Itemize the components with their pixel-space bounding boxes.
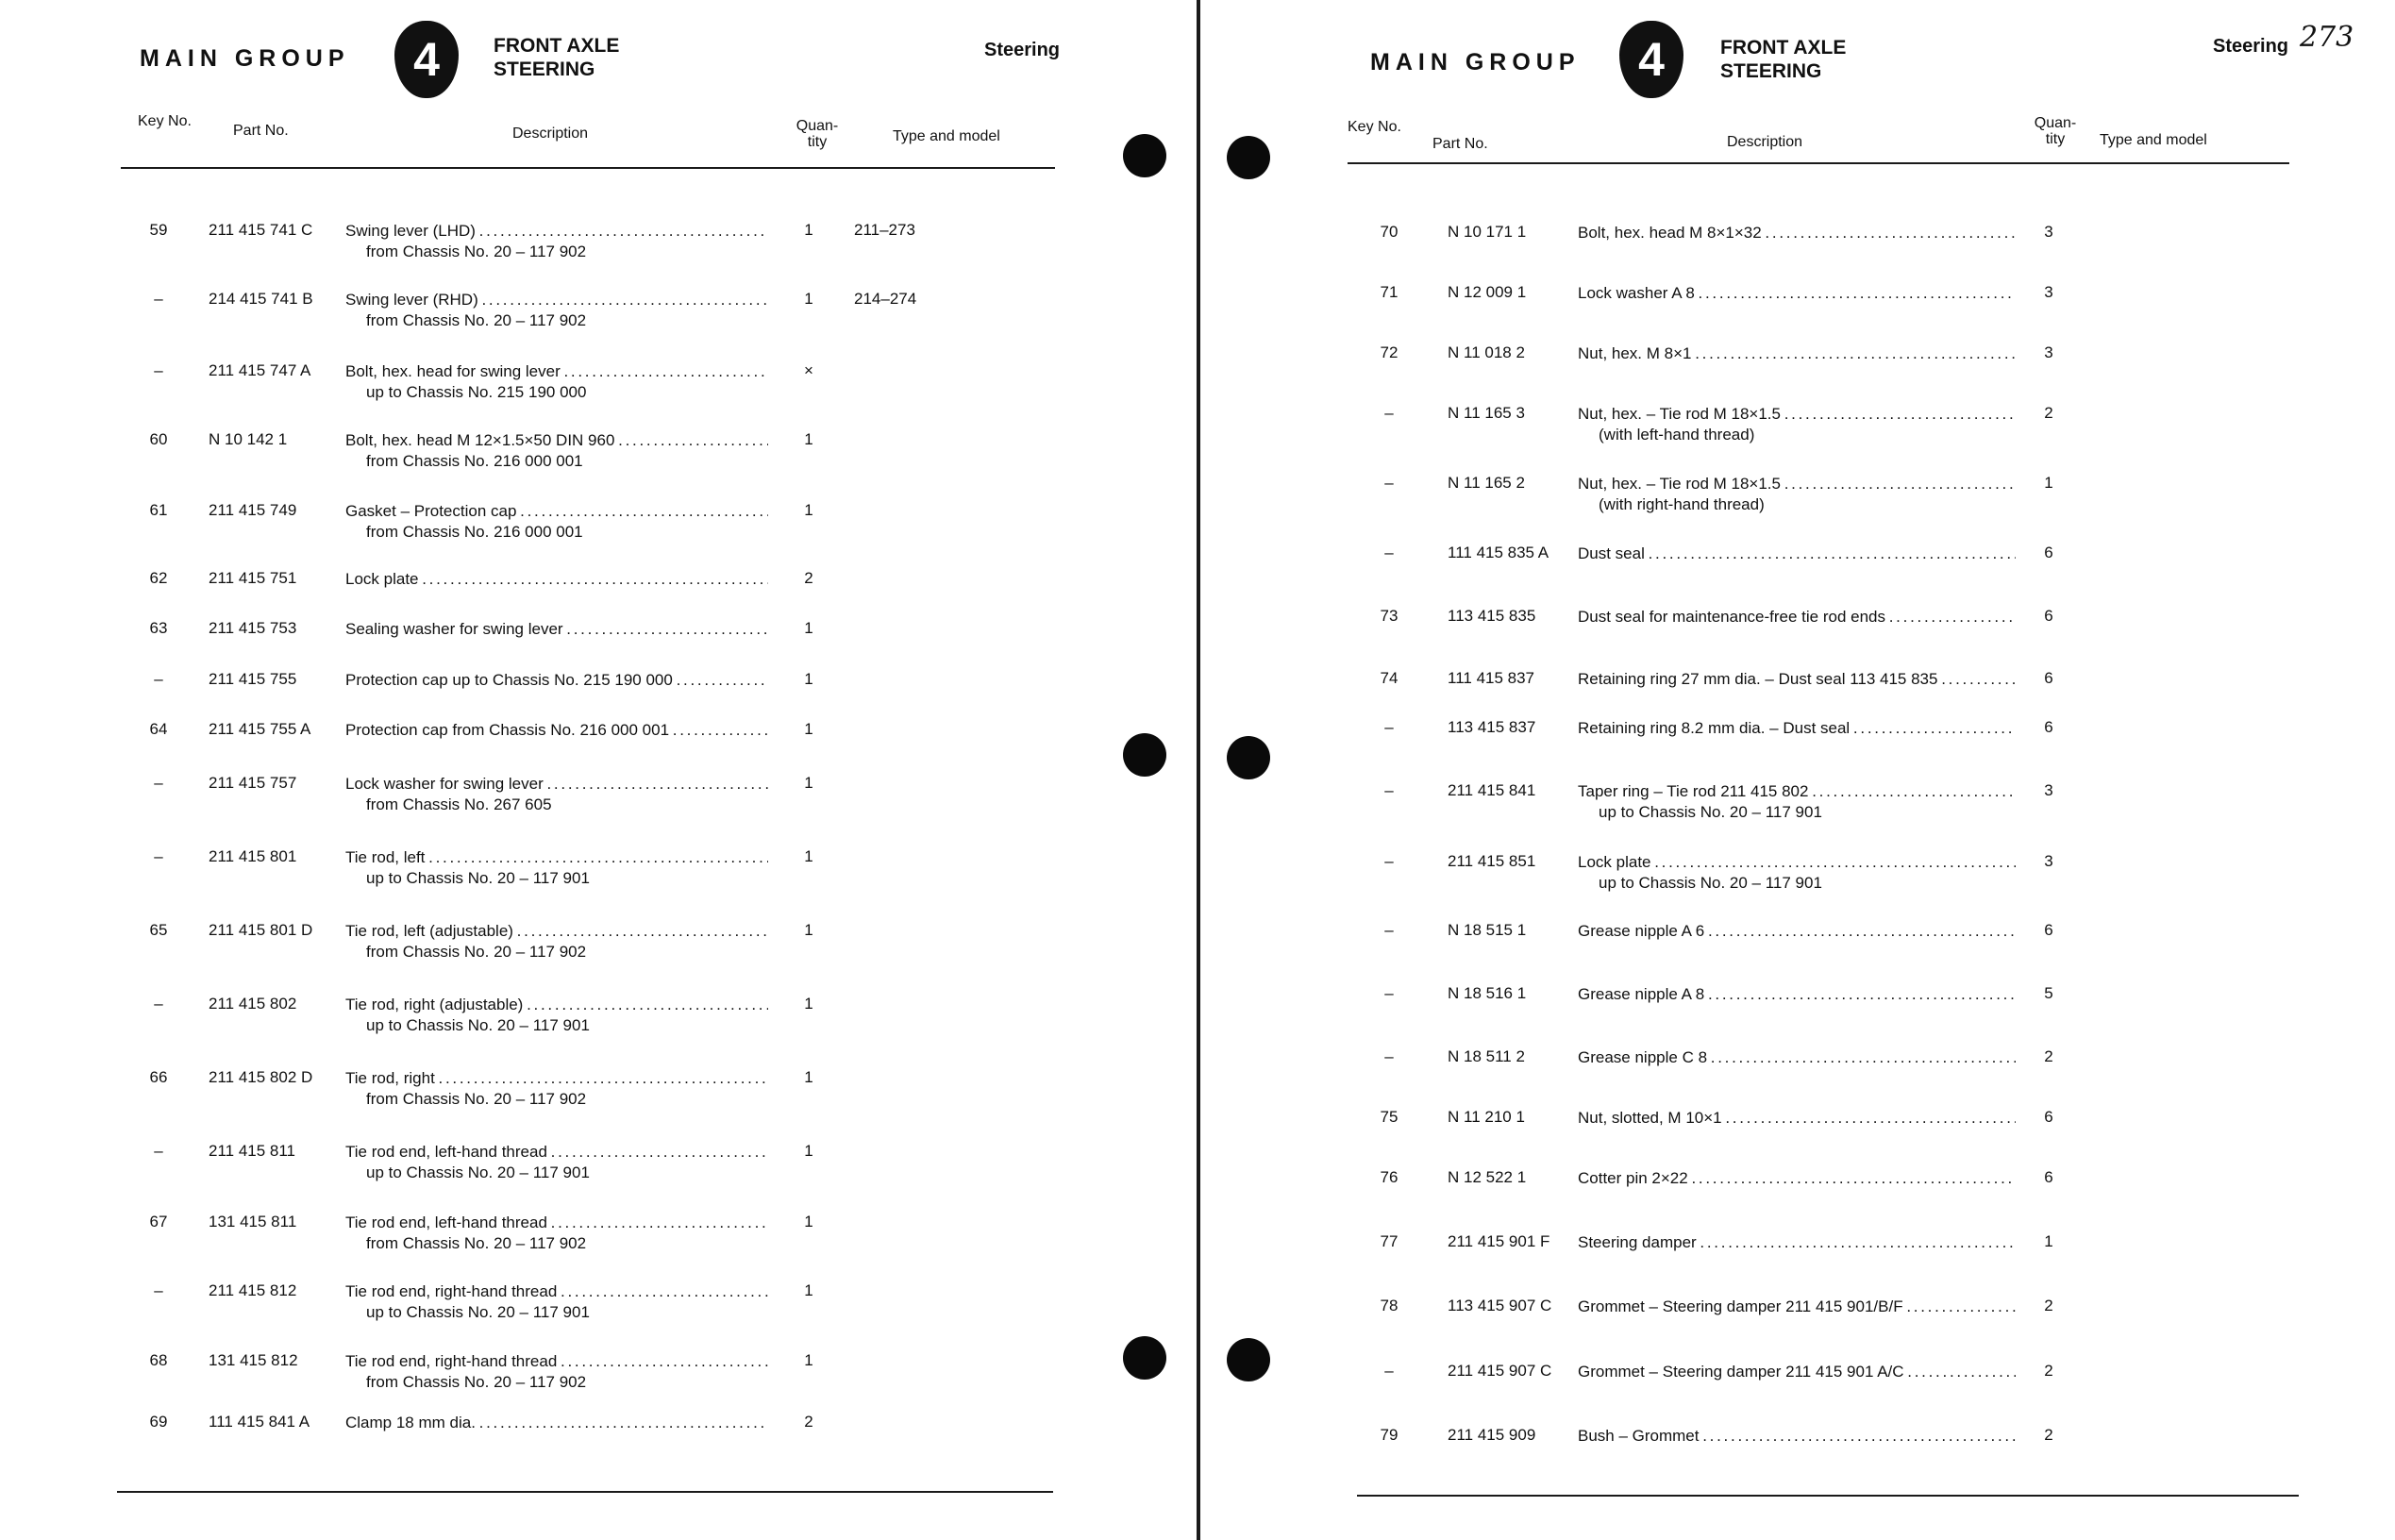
description-note: from Chassis No. 20 – 117 902 bbox=[366, 311, 587, 329]
key-number: – bbox=[1384, 474, 1394, 492]
part-number: N 12 522 1 bbox=[1448, 1168, 1527, 1186]
part-number: 211 415 747 A bbox=[209, 361, 311, 379]
group-number-badge: 4 bbox=[1619, 21, 1683, 98]
binder-hole bbox=[1227, 736, 1270, 779]
description bbox=[345, 670, 768, 691]
description bbox=[345, 1213, 768, 1254]
part-number: N 18 516 1 bbox=[1448, 984, 1527, 1002]
description-note: up to Chassis No. 20 – 117 901 bbox=[366, 1163, 590, 1181]
part-number: 211 415 909 bbox=[1448, 1426, 1536, 1444]
quantity: 3 bbox=[2044, 283, 2053, 301]
description-main: Nut, hex. – Tie rod M 18×1.5 . . . bbox=[1578, 474, 2016, 494]
table-row bbox=[0, 1281, 1057, 1338]
key-number: – bbox=[1384, 1362, 1394, 1380]
table-row bbox=[0, 774, 1057, 830]
quantity: 2 bbox=[2044, 1047, 2053, 1065]
part-number: 113 415 837 bbox=[1448, 718, 1536, 736]
description-main: Lock plate . . . bbox=[345, 569, 768, 590]
main-group-label: MAIN GROUP bbox=[140, 45, 350, 72]
key-number: 70 bbox=[1380, 223, 1398, 241]
left-page bbox=[0, 0, 1197, 1540]
table-row bbox=[1200, 1108, 2314, 1164]
description bbox=[345, 1413, 768, 1433]
description bbox=[1578, 1232, 2016, 1253]
table-row bbox=[1200, 921, 2314, 978]
quantity: 2 bbox=[2044, 1426, 2053, 1444]
key-number: – bbox=[1384, 404, 1394, 422]
part-number: 211 415 755 bbox=[209, 670, 297, 688]
part-number: 211 415 901 F bbox=[1448, 1232, 1550, 1250]
key-number: – bbox=[154, 847, 163, 865]
quantity: 1 bbox=[804, 774, 813, 792]
quantity: 3 bbox=[2044, 852, 2053, 870]
header-type-model: Type and model bbox=[893, 128, 1000, 144]
description-main: Bush – Grommet . . . bbox=[1578, 1426, 2016, 1447]
description-note: up to Chassis No. 20 – 117 901 bbox=[366, 1016, 590, 1034]
quantity: 5 bbox=[2044, 984, 2053, 1002]
description bbox=[1578, 474, 2016, 515]
key-number: – bbox=[154, 290, 163, 308]
key-number: – bbox=[1384, 1047, 1394, 1065]
description bbox=[345, 774, 768, 815]
quantity: 1 bbox=[804, 290, 813, 308]
key-number: – bbox=[1384, 921, 1394, 939]
header-quantity: Quan- tity bbox=[796, 118, 839, 150]
part-number: 211 415 802 bbox=[209, 995, 297, 1013]
part-number: 131 415 812 bbox=[209, 1351, 298, 1369]
quantity: 1 bbox=[804, 995, 813, 1013]
key-number: – bbox=[154, 670, 163, 688]
table-row bbox=[0, 361, 1057, 418]
description-main: Grommet – Steering damper 211 415 901 A/C . . . bbox=[1578, 1362, 2016, 1382]
description bbox=[345, 995, 768, 1036]
description-note: from Chassis No. 216 000 001 bbox=[366, 452, 583, 470]
header-description: Description bbox=[1727, 134, 1803, 150]
part-number: 113 415 907 C bbox=[1448, 1297, 1552, 1314]
table-row bbox=[0, 1413, 1057, 1469]
key-number: 61 bbox=[149, 501, 168, 519]
description bbox=[345, 1351, 768, 1393]
description-main: Grease nipple A 8 . . . bbox=[1578, 984, 2016, 1005]
description bbox=[345, 221, 768, 262]
key-number: – bbox=[154, 361, 163, 379]
key-number: 66 bbox=[149, 1068, 168, 1086]
table-row bbox=[1200, 404, 2314, 460]
part-number: 211 415 812 bbox=[209, 1281, 297, 1299]
table-row bbox=[0, 501, 1057, 558]
section-title-line2: STEERING bbox=[1720, 60, 1822, 82]
description-note: up to Chassis No. 20 – 117 901 bbox=[366, 869, 590, 887]
header-part-no: Part No. bbox=[233, 123, 289, 139]
description-main: Grease nipple C 8 . . . bbox=[1578, 1047, 2016, 1068]
description-main: Steering damper . . . bbox=[1578, 1232, 2016, 1253]
part-number: N 11 018 2 bbox=[1448, 343, 1525, 361]
description bbox=[1578, 781, 2016, 823]
key-number: 60 bbox=[149, 430, 168, 448]
description-main: Bolt, hex. head M 8×1×32 . . . bbox=[1578, 223, 2016, 243]
table-row bbox=[1200, 607, 2314, 663]
part-number: 111 415 837 bbox=[1448, 669, 1535, 687]
description-note: up to Chassis No. 20 – 117 901 bbox=[1599, 874, 1822, 892]
key-number: 59 bbox=[149, 221, 168, 239]
main-group-label: MAIN GROUP bbox=[1370, 49, 1581, 75]
header-type-model: Type and model bbox=[2100, 132, 2207, 148]
quantity: 6 bbox=[2044, 607, 2053, 625]
table-row bbox=[1200, 283, 2314, 340]
part-number: 211 415 811 bbox=[209, 1142, 296, 1160]
description-main: Tie rod end, left-hand thread . . . bbox=[345, 1142, 768, 1163]
page-subtitle: Steering bbox=[984, 40, 1061, 60]
section-title bbox=[1720, 36, 1846, 83]
key-number: 62 bbox=[149, 569, 168, 587]
description-main: Nut, hex. M 8×1 . . . bbox=[1578, 343, 2016, 364]
description-main: Dust seal for maintenance-free tie rod ends . . . bbox=[1578, 607, 2016, 628]
description-note: (with left-hand thread) bbox=[1599, 426, 1755, 444]
description-main: Tie rod end, right-hand thread . . . bbox=[345, 1281, 768, 1302]
binder-hole bbox=[1123, 134, 1166, 177]
table-row bbox=[1200, 718, 2314, 775]
key-number: 76 bbox=[1380, 1168, 1398, 1186]
description-main: Bolt, hex. head M 12×1.5×50 DIN 960 . . . bbox=[345, 430, 768, 451]
description-main: Swing lever (RHD) . . . bbox=[345, 290, 768, 310]
description bbox=[1578, 669, 2016, 690]
header-key-no: Key No. bbox=[138, 113, 192, 129]
key-number: 69 bbox=[149, 1413, 168, 1431]
description bbox=[345, 1068, 768, 1110]
description bbox=[1578, 223, 2016, 243]
quantity: 6 bbox=[2044, 669, 2053, 687]
key-number: – bbox=[1384, 852, 1394, 870]
part-number: N 11 165 2 bbox=[1448, 474, 1525, 492]
table-row bbox=[0, 619, 1057, 676]
section-title-line2: STEERING bbox=[494, 59, 595, 80]
table-row bbox=[0, 290, 1057, 346]
table-row bbox=[1200, 1362, 2314, 1418]
header-key-no: Key No. bbox=[1348, 119, 1401, 135]
footer-rule bbox=[117, 1491, 1053, 1493]
part-number: N 18 515 1 bbox=[1448, 921, 1527, 939]
key-number: 77 bbox=[1380, 1232, 1398, 1250]
description-main: Gasket – Protection cap . . . bbox=[345, 501, 768, 522]
key-number: 74 bbox=[1380, 669, 1398, 687]
part-number: 214 415 741 B bbox=[209, 290, 313, 308]
quantity: 6 bbox=[2044, 1168, 2053, 1186]
part-number: N 11 165 3 bbox=[1448, 404, 1525, 422]
table-row bbox=[1200, 1168, 2314, 1225]
part-number: N 12 009 1 bbox=[1448, 283, 1527, 301]
table-row bbox=[1200, 544, 2314, 600]
table-row bbox=[0, 670, 1057, 727]
quantity: 3 bbox=[2044, 781, 2053, 799]
binder-hole bbox=[1227, 136, 1270, 179]
part-number: 211 415 801 D bbox=[209, 921, 313, 939]
header-rule bbox=[121, 167, 1055, 169]
part-number: 131 415 811 bbox=[209, 1213, 297, 1230]
description-note: (with right-hand thread) bbox=[1599, 495, 1765, 513]
table-row bbox=[1200, 781, 2314, 838]
description-note: from Chassis No. 20 – 117 902 bbox=[366, 943, 587, 961]
key-number: 75 bbox=[1380, 1108, 1398, 1126]
table-row bbox=[1200, 669, 2314, 726]
quantity: 1 bbox=[804, 619, 813, 637]
quantity: 1 bbox=[804, 501, 813, 519]
description bbox=[1578, 718, 2016, 739]
key-number: – bbox=[1384, 781, 1394, 799]
description bbox=[1578, 852, 2016, 894]
description-main: Tie rod, left . . . bbox=[345, 847, 768, 868]
part-number: 211 415 907 C bbox=[1448, 1362, 1552, 1380]
quantity: 2 bbox=[2044, 1297, 2053, 1314]
key-number: 65 bbox=[149, 921, 168, 939]
table-row bbox=[0, 995, 1057, 1051]
description-main: Tie rod, right (adjustable) . . . bbox=[345, 995, 768, 1015]
group-number-badge: 4 bbox=[394, 21, 459, 98]
description-main: Nut, slotted, M 10×1 . . . bbox=[1578, 1108, 2016, 1129]
description bbox=[1578, 1047, 2016, 1068]
quantity: 2 bbox=[2044, 1362, 2053, 1380]
table-row bbox=[1200, 984, 2314, 1041]
table-row bbox=[0, 1213, 1057, 1269]
part-number: 211 415 755 A bbox=[209, 720, 311, 738]
description-note: from Chassis No. 216 000 001 bbox=[366, 523, 583, 541]
quantity: 1 bbox=[804, 221, 813, 239]
table-row bbox=[1200, 1047, 2314, 1104]
key-number: – bbox=[154, 1281, 163, 1299]
quantity: 1 bbox=[804, 1068, 813, 1086]
key-number: 68 bbox=[149, 1351, 168, 1369]
table-row bbox=[0, 569, 1057, 626]
table-row bbox=[1200, 852, 2314, 909]
description-main: Tie rod, right . . . bbox=[345, 1068, 768, 1089]
binder-hole bbox=[1123, 733, 1166, 777]
description bbox=[345, 1142, 768, 1183]
description bbox=[1578, 607, 2016, 628]
description bbox=[345, 921, 768, 962]
description bbox=[1578, 343, 2016, 364]
part-number: 211 415 753 bbox=[209, 619, 297, 637]
description-main: Tie rod end, right-hand thread . . . bbox=[345, 1351, 768, 1372]
key-number: 73 bbox=[1380, 607, 1398, 625]
part-number: 211 415 801 bbox=[209, 847, 297, 865]
description-main: Swing lever (LHD) . . . bbox=[345, 221, 768, 242]
part-number: 211 415 851 bbox=[1448, 852, 1536, 870]
quantity: 3 bbox=[2044, 223, 2053, 241]
description-main: Retaining ring 8.2 mm dia. – Dust seal . . . bbox=[1578, 718, 2016, 739]
description bbox=[345, 361, 768, 403]
quantity: 1 bbox=[2044, 474, 2053, 492]
part-number: N 11 210 1 bbox=[1448, 1108, 1525, 1126]
key-number: – bbox=[1384, 984, 1394, 1002]
description-main: Retaining ring 27 mm dia. – Dust seal 113 415 835 . . . bbox=[1578, 669, 2016, 690]
table-row bbox=[1200, 223, 2314, 279]
table-row bbox=[0, 221, 1057, 277]
table-row bbox=[0, 1068, 1057, 1125]
quantity: 2 bbox=[2044, 404, 2053, 422]
page-number: 273 bbox=[2300, 21, 2354, 54]
key-number: 71 bbox=[1380, 283, 1398, 301]
table-row bbox=[0, 720, 1057, 777]
part-number: 111 415 841 A bbox=[209, 1413, 310, 1431]
description-main: Lock plate . . . bbox=[1578, 852, 2016, 873]
description-main: Lock washer A 8 . . . bbox=[1578, 283, 2016, 304]
description-note: from Chassis No. 20 – 117 902 bbox=[366, 1373, 587, 1391]
quantity: 6 bbox=[2044, 1108, 2053, 1126]
description bbox=[345, 501, 768, 543]
table-row bbox=[1200, 1232, 2314, 1289]
description bbox=[345, 430, 768, 472]
quantity: 1 bbox=[804, 847, 813, 865]
header-part-no: Part No. bbox=[1432, 136, 1488, 152]
quantity: 1 bbox=[804, 921, 813, 939]
description-main: Tie rod end, left-hand thread . . . bbox=[345, 1213, 768, 1233]
table-row bbox=[0, 847, 1057, 904]
quantity: 1 bbox=[804, 670, 813, 688]
table-row bbox=[1200, 1297, 2314, 1353]
key-number: 72 bbox=[1380, 343, 1398, 361]
quantity: 2 bbox=[804, 569, 813, 587]
section-title bbox=[494, 34, 619, 81]
part-number: 211 415 757 bbox=[209, 774, 297, 792]
description-note: from Chassis No. 20 – 117 902 bbox=[366, 243, 587, 260]
description-main: Cotter pin 2×22 . . . bbox=[1578, 1168, 2016, 1189]
part-number: 211 415 841 bbox=[1448, 781, 1536, 799]
key-number: – bbox=[154, 1142, 163, 1160]
description bbox=[1578, 283, 2016, 304]
table-row bbox=[0, 921, 1057, 978]
part-number: 211 415 749 bbox=[209, 501, 297, 519]
description-main: Tie rod, left (adjustable) . . . bbox=[345, 921, 768, 942]
description bbox=[1578, 1426, 2016, 1447]
description bbox=[1578, 1297, 2016, 1317]
description-main: Lock washer for swing lever . . . bbox=[345, 774, 768, 795]
part-number: 211 415 802 D bbox=[209, 1068, 313, 1086]
footer-rule bbox=[1357, 1495, 2299, 1497]
description-note: from Chassis No. 20 – 117 902 bbox=[366, 1234, 587, 1252]
description-main: Protection cap from Chassis No. 216 000 001 . . . bbox=[345, 720, 768, 741]
header-rule bbox=[1348, 162, 2289, 164]
quantity: 1 bbox=[804, 1281, 813, 1299]
description bbox=[1578, 404, 2016, 445]
quantity: 3 bbox=[2044, 343, 2053, 361]
binder-hole bbox=[1123, 1336, 1166, 1380]
quantity: 1 bbox=[804, 430, 813, 448]
key-number: 64 bbox=[149, 720, 168, 738]
table-row bbox=[0, 1351, 1057, 1408]
description-main: Protection cap up to Chassis No. 215 190 000 . . . bbox=[345, 670, 768, 691]
description-main: Grommet – Steering damper 211 415 901/B/F . . . bbox=[1578, 1297, 2016, 1317]
key-number: – bbox=[154, 774, 163, 792]
section-title-line1: FRONT AXLE bbox=[494, 35, 620, 57]
description-main: Taper ring – Tie rod 211 415 802 . . . bbox=[1578, 781, 2016, 802]
quantity: × bbox=[804, 361, 813, 379]
quantity: 1 bbox=[804, 1351, 813, 1369]
section-title-line1: FRONT AXLE bbox=[1720, 37, 1847, 59]
description-main: Nut, hex. – Tie rod M 18×1.5 . . . bbox=[1578, 404, 2016, 425]
description bbox=[345, 619, 768, 640]
description-note: up to Chassis No. 20 – 117 901 bbox=[1599, 803, 1822, 821]
description bbox=[345, 847, 768, 889]
description-note: from Chassis No. 267 605 bbox=[366, 795, 552, 813]
description-main: Grease nipple A 6 . . . bbox=[1578, 921, 2016, 942]
header-quantity: Quan- tity bbox=[2034, 115, 2077, 147]
key-number: 79 bbox=[1380, 1426, 1398, 1444]
description bbox=[345, 290, 768, 331]
description bbox=[1578, 921, 2016, 942]
part-number: 211 415 741 C bbox=[209, 221, 313, 239]
description-main: Dust seal . . . bbox=[1578, 544, 2016, 564]
part-number: N 10 142 1 bbox=[209, 430, 288, 448]
part-number: 211 415 751 bbox=[209, 569, 297, 587]
part-number: 111 415 835 A bbox=[1448, 544, 1549, 561]
description-main: Sealing washer for swing lever . . . bbox=[345, 619, 768, 640]
description bbox=[1578, 984, 2016, 1005]
description-note: up to Chassis No. 20 – 117 901 bbox=[366, 1303, 590, 1321]
binder-hole bbox=[1227, 1338, 1270, 1381]
page-subtitle: Steering bbox=[2213, 36, 2289, 57]
description bbox=[1578, 1362, 2016, 1382]
key-number: 78 bbox=[1380, 1297, 1398, 1314]
description-main: Clamp 18 mm dia. . . . bbox=[345, 1413, 768, 1433]
description bbox=[1578, 1108, 2016, 1129]
type-model: 211–273 bbox=[854, 221, 915, 239]
description bbox=[345, 569, 768, 590]
quantity: 1 bbox=[2044, 1232, 2053, 1250]
description bbox=[345, 720, 768, 741]
quantity: 2 bbox=[804, 1413, 813, 1431]
part-number: N 18 511 2 bbox=[1448, 1047, 1525, 1065]
table-row bbox=[0, 1142, 1057, 1198]
key-number: – bbox=[1384, 718, 1394, 736]
quantity: 6 bbox=[2044, 718, 2053, 736]
type-model: 214–274 bbox=[854, 290, 917, 308]
description-main: Bolt, hex. head for swing lever . . . bbox=[345, 361, 768, 382]
quantity: 6 bbox=[2044, 544, 2053, 561]
part-number: 113 415 835 bbox=[1448, 607, 1536, 625]
right-page bbox=[1200, 0, 2395, 1540]
quantity: 1 bbox=[804, 1142, 813, 1160]
description-note: up to Chassis No. 215 190 000 bbox=[366, 383, 587, 401]
key-number: 63 bbox=[149, 619, 168, 637]
description-note: from Chassis No. 20 – 117 902 bbox=[366, 1090, 587, 1108]
key-number: – bbox=[1384, 544, 1394, 561]
description bbox=[345, 1281, 768, 1323]
quantity: 1 bbox=[804, 1213, 813, 1230]
description bbox=[1578, 1168, 2016, 1189]
key-number: 67 bbox=[149, 1213, 168, 1230]
table-row bbox=[1200, 343, 2314, 400]
table-row bbox=[1200, 474, 2314, 530]
part-number: N 10 171 1 bbox=[1448, 223, 1527, 241]
quantity: 6 bbox=[2044, 921, 2053, 939]
description bbox=[1578, 544, 2016, 564]
header-description: Description bbox=[512, 126, 589, 142]
table-row bbox=[1200, 1426, 2314, 1482]
quantity: 1 bbox=[804, 720, 813, 738]
key-number: – bbox=[154, 995, 163, 1013]
table-row bbox=[0, 430, 1057, 487]
